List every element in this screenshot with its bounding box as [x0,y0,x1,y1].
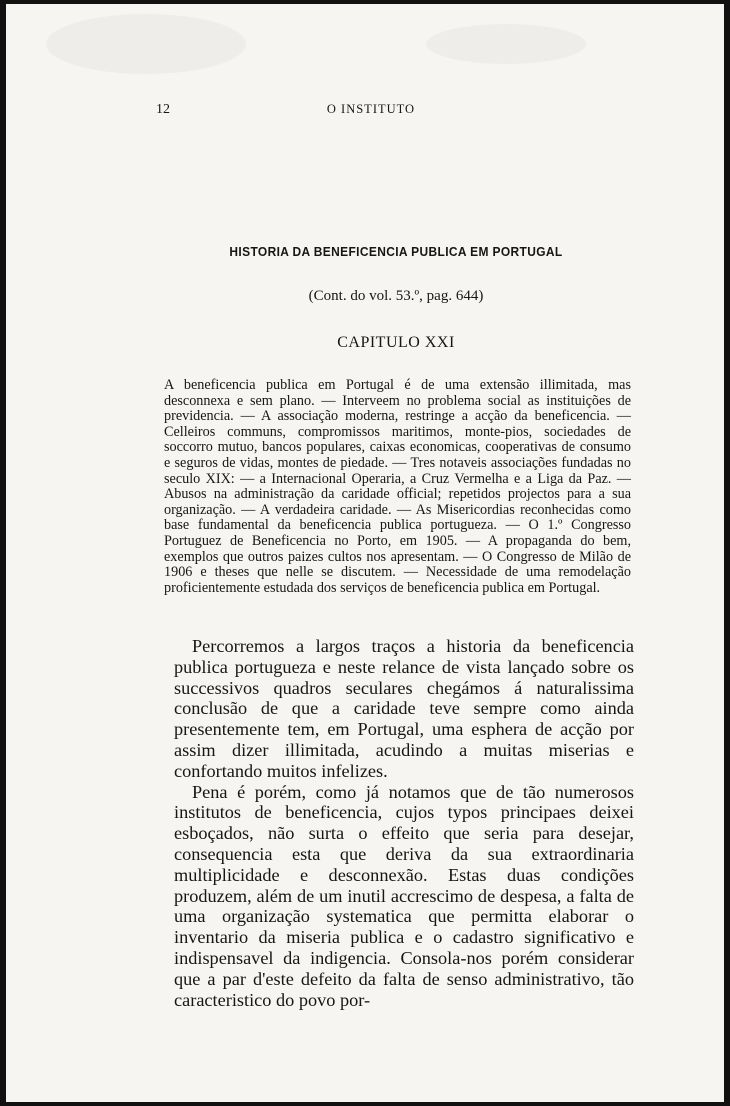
chapter-heading: CAPITULO XXI [337,334,455,351]
chapter-summary [164,378,631,596]
paper-stain [46,14,246,74]
body-paragraph: Pena é porém, como já notamos que de tão numerosos institutos de beneficencia, cujos typos principaes deixei esboçados, não surta o effeito que seria para desejar, consequencia esta que deriva da sua extraordinaria multiplicidade e desconnexão. Estas duas condições produzem, além de um inutil accrescimo de despesa, a falta de uma organização systematica que permitta elaborar o inventario da miseria publica e o cadastro significativo e indispensavel da indigencia. Consola-nos porém considerar que a par d'este defeito da falta de senso administrativo, tão caracteristico do povo por- [174,781,634,1010]
continuation-note: (Cont. do vol. 53.º, pag. 644) [308,288,484,304]
paper-stain [426,24,586,64]
summary-paragraph: A beneficencia publica em Portugal é de uma extensão illimitada, mas desconnexa e sem plano. — Interveem no problema social as instituições de previdencia. — A associação moderna, restringe a acção da beneficencia. — Celleiros communs, compromissos maritimos, monte-pios, sociedades de soccorro mutuo, bancos populares, caixas economicas, cooperativas de consumo e seguros de vidas, montes de piedade. — Tres notaveis associações fundadas no seculo XIX: — a Internacional Operaria, a Cruz Vermelha e a Liga da Paz. — Abusos na administração da caridade official; repetidos projectos para a sua organização. — A verdadeira caridade. — As Misericordias reconhecidas como base fundamental da beneficencia publica portugueza. — O 1.º Congresso Portuguez de Beneficencia no Porto, em 1905. — A propaganda do bem, exemplos que outros paizes cultos nos apresentam. — O Congresso de Milão de 1906 e theses que nelle se discutem. — Necessidade de uma remodelação proficientemente estudada dos serviços de beneficencia publica em Portugal. [164,377,631,596]
article-title: HISTORIA DA BENEFICENCIA PUBLICA EM PORTUGAL [229,244,563,259]
body-paragraph: Percorremos a largos traços a historia da beneficencia publica portugueza e neste relance de vista lançado sobre os successivos quadros seculares chegámos á naturalissima conclusão de que a caridade teve sempre como ainda presentemente tem, em Portugal, uma esphera de acção por assim dizer illimitada, acudindo a muitas miserias e confortando muitos infelizes. [174,636,634,781]
body-text [174,636,634,1010]
page-header [156,102,586,122]
document-page [6,4,724,1102]
page-number: 12 [156,102,170,117]
running-title: O INSTITUTO [326,102,416,116]
